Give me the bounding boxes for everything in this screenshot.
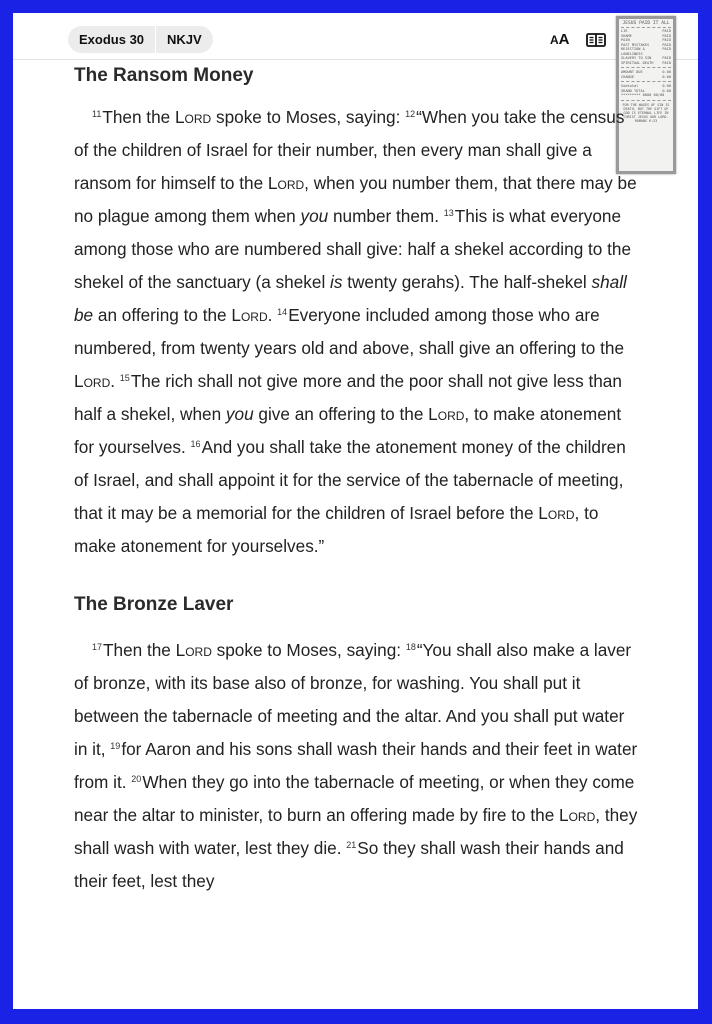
verse-number[interactable]: 21 [346,840,357,850]
section-heading: The Bronze Laver [74,594,234,615]
receipt-card-line: ********* 0000 00/00 [621,93,665,97]
receipt-change: CHANGE 0.00 [621,74,671,79]
text-size-small-a: A [550,33,559,47]
reader-frame [13,13,698,1009]
receipt-row: SLAVERY TO SIN PAID [621,56,671,60]
top-toolbar [13,13,698,60]
verse-number[interactable]: 18 [405,642,416,652]
receipt-row: PAST MISTAKES PAID [621,42,671,47]
text-size-large-a: A [558,31,570,48]
passage-selector[interactable] [68,26,213,53]
receipt-row: LIE PAID [621,29,671,33]
receipt-row: REJECTION & LONELINESS PAID [621,47,671,56]
verse-number[interactable]: 13 [443,208,454,218]
section-paragraph: $^{17}$Then the Lord spoke to Moses, saying: $^{18}$“You shall also make a laver of bronze, with its base also of bronze, for washing. You shall put it between the tabernacle of meeting and the altar. And you shall put water in it, $^{19}$for Aaron and his sons shall wash their hands and their feet in water from it. $^{20}$When they go into the tabernacle of meeting, or when they come near the altar to minister, to burn an offering made by fire to the Lord, they shall wash with water, lest they die. $^{21}$So they shall wash their hands and their feet, lest they [74,640,638,891]
receipt-row: PAIN PAID [621,38,671,42]
receipt-amount-due: AMOUNT DUE 0.00 [621,70,671,74]
verse-number[interactable]: 14 [277,307,288,317]
receipt-title: JESUS PAID IT ALL [622,21,670,26]
section-paragraph: $^{11}$Then the Lord spoke to Moses, saying: $^{12}$“When you take the census of the children of Israel for their number, then every man shall give a ransom for himself to the Lord, when you number them, that there may be no plague among them when you number them. $^{13}$This is what everyone among those who are numbered shall give: half a shekel according to the shekel of the sanctuary (a shekel is twenty gerahs). The half-shekel shall be an offering to the Lord. $^{14}$Everyone included among those who are numbered, from twenty years old and above, shall give an offering to the Lord. $^{15}$The rich shall not give more and the poor shall not give less than half a shekel, when you give an offering to the Lord, to make atonement for yourselves. $^{16}$And you shall take the atonement money of the children of Israel, and shall appoint it for the service of the tabernacle of meeting, that it may be a memorial for the children of Israel before the Lord, to make atonement for yourselves.” [74,107,637,556]
receipt-subtotal: Subtotal 0.00 [621,84,671,88]
receipt-row: SHAME PAID [621,33,671,38]
book-chapter-button[interactable]: Exodus 30 [79,32,145,47]
verse-number[interactable]: 12 [405,109,416,119]
verse-number[interactable]: 16 [190,439,201,449]
receipt-grand-total: GRAND TOTAL 0.00 [621,88,671,93]
verse-number[interactable]: 11 [92,109,102,119]
chapter-content [74,59,640,898]
section-heading: The Ransom Money [74,65,254,86]
verse-number[interactable]: 20 [131,774,142,784]
version-button[interactable]: NKJV [155,26,213,53]
receipt-row: SPIRITUAL DEATH PAID [621,60,671,65]
verse-number[interactable]: 19 [110,741,121,751]
verse-number[interactable]: 15 [119,373,130,383]
verse-number[interactable]: 17 [92,642,103,652]
text-size-button[interactable] [550,31,570,48]
receipt-reference: ROMANS 6:23 [634,119,658,124]
book-open-icon[interactable] [586,32,606,51]
receipt-footer: FOR THE WAGES OF SIN IS DEATH, BUT THE GIFT OF GOD IS ETERNAL LIFE IN CHRIST JESUS OUR LORD. [622,102,670,120]
